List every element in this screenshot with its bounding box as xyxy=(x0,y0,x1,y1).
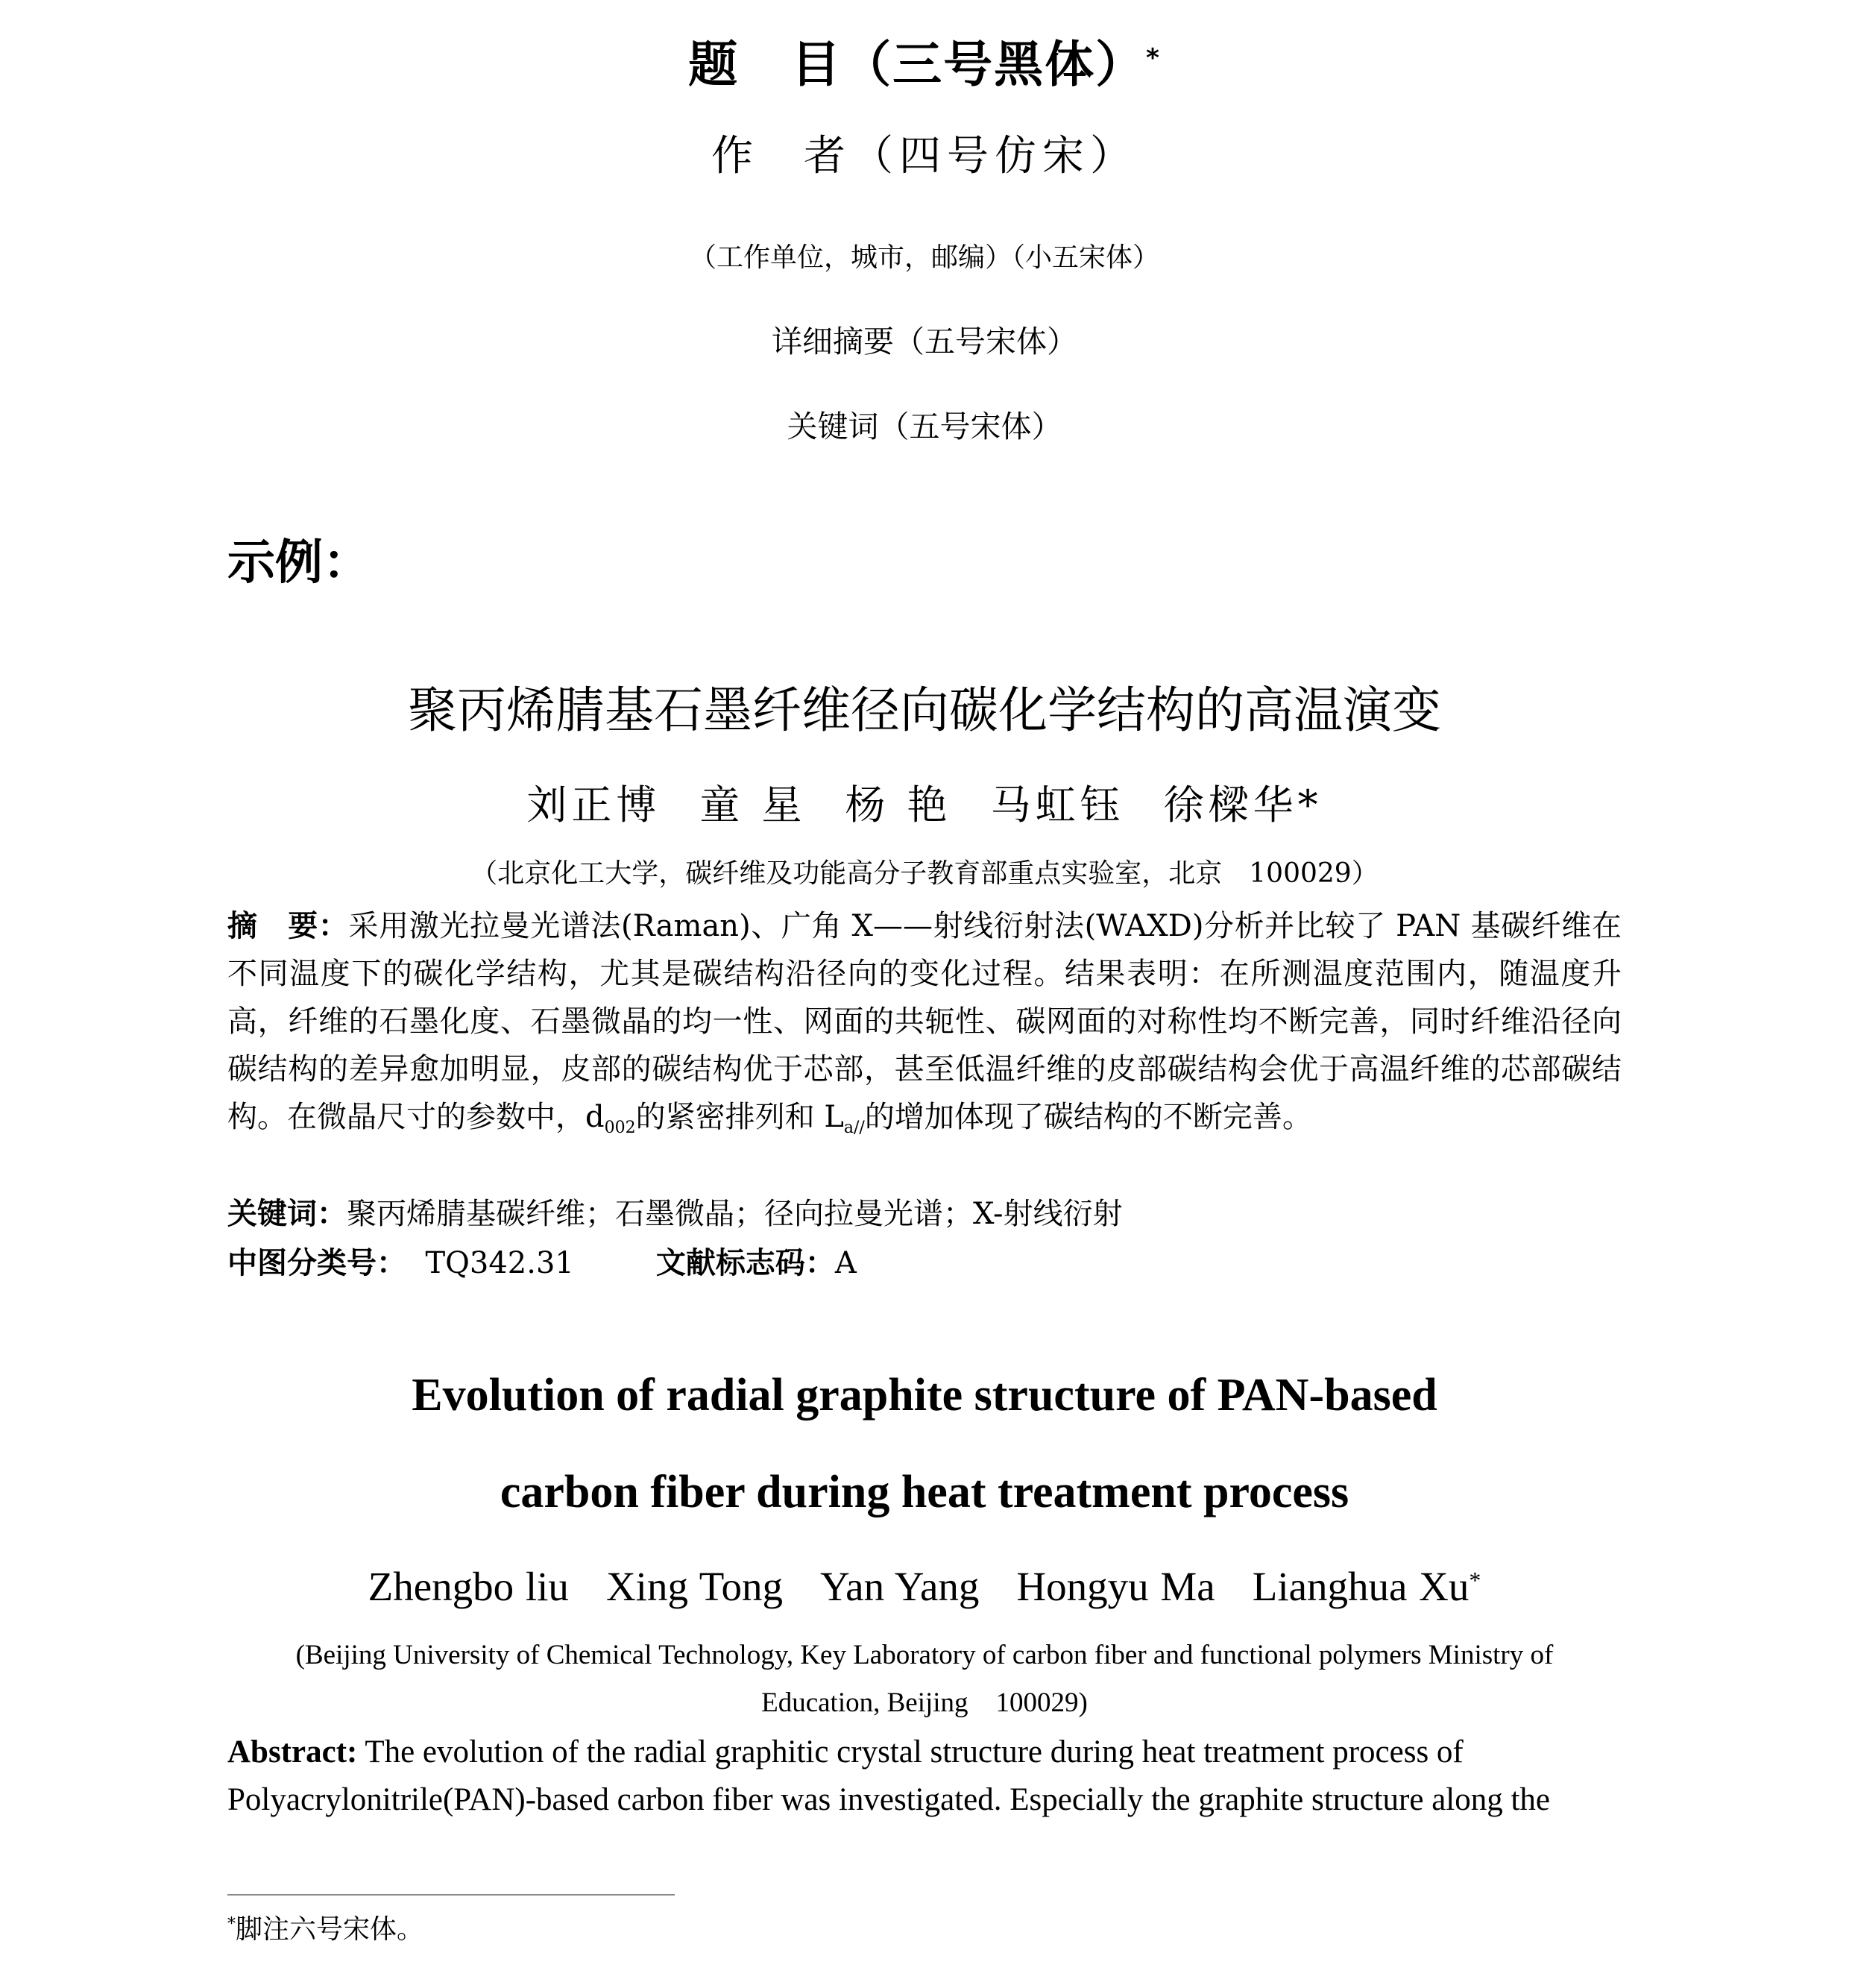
clc-label: 中图分类号： xyxy=(227,1246,406,1280)
template-title-part2: 目（三号黑体） xyxy=(791,36,1147,93)
en-author: Lianghua Xu xyxy=(1252,1564,1470,1609)
footnote xyxy=(227,1909,423,1954)
template-keywords: 关键词（五号宋体） xyxy=(787,409,1062,444)
template-title xyxy=(0,31,1849,107)
en-author-mark: * xyxy=(1469,1567,1481,1594)
template-abstract: 详细摘要（五号宋体） xyxy=(772,324,1077,359)
footnote-text: 脚注六号宋体。 xyxy=(236,1914,424,1945)
template-title-mark: * xyxy=(1146,43,1161,73)
cn-abstract-text-1: 采用激光拉曼光谱法(Raman)、广角 X——射线衍射法(WAXD)分析并比较了 PAN 基碳纤维在不同温度下的碳化学结构，尤其是碳结构沿径向的变化过程。结果表明：在所测温度范围内，随温度升高，纤维的石墨化度、石墨微晶的均一性、网面的共轭性、碳网面的对称性均不断完善，同时纤维沿径向碳结构的差异愈加明显，皮部的碳结构优于芯部，甚至低温纤维的皮部碳结构会优于高温纤维的芯部碳结构。在微晶尺寸的参数中，d xyxy=(227,909,1622,1134)
cn-author: 马虹钰 xyxy=(990,781,1125,828)
cn-paper-title: 聚丙烯腈基石墨纤维径向碳化学结构的高温演变 xyxy=(408,682,1441,739)
cn-affiliation: （北京化工大学，碳纤维及功能高分子教育部重点实验室，北京 100029） xyxy=(470,858,1379,889)
cn-author: 徐樑华* xyxy=(1163,781,1323,828)
footnote-mark: * xyxy=(227,1915,236,1934)
doc-code-label: 文献标志码： xyxy=(655,1246,835,1280)
template-affiliation: （工作单位，城市，邮编）（小五宋体） xyxy=(689,242,1159,273)
en-author-list xyxy=(0,1557,1849,1622)
cn-abstract-subscript-2: a// xyxy=(843,1119,865,1137)
en-abstract xyxy=(227,1729,1622,1824)
en-title-line-1: Evolution of radial graphite structure of PAN-based xyxy=(412,1370,1437,1421)
cn-classification xyxy=(227,1239,857,1287)
example-label: 示例： xyxy=(227,535,371,591)
cn-abstract-text-2: 的紧密排列和 L xyxy=(635,1100,844,1134)
cn-author: 刘正博 xyxy=(526,781,661,828)
cn-keywords-label: 关键词： xyxy=(227,1197,347,1231)
cn-keywords-text: 聚丙烯腈基碳纤维；石墨微晶；径向拉曼光谱；X-射线衍射 xyxy=(347,1197,1123,1231)
cn-abstract-subscript-1: 002 xyxy=(604,1119,636,1137)
en-affiliation-line-1: (Beijing University of Chemical Technology, Key Laboratory of carbon fiber and functional polymers Ministry of xyxy=(295,1640,1554,1670)
cn-abstract-label: 摘 要： xyxy=(227,909,349,943)
cn-author-list xyxy=(0,776,1849,835)
en-abstract-text: The evolution of the radial graphitic crystal structure during heat treatment process of Polyacrylonitrile(PAN)-based carbon fiber was investigated. Especially the graphite structure along the xyxy=(227,1734,1551,1817)
en-title-line-2: carbon fiber during heat treatment process xyxy=(500,1467,1349,1517)
cn-author: 杨 艳 xyxy=(845,781,952,828)
cn-abstract-text-3: 的增加体现了碳结构的不断完善。 xyxy=(864,1100,1312,1134)
en-author: Zhengbo liu xyxy=(368,1564,569,1609)
en-abstract-label: Abstract: xyxy=(227,1734,358,1770)
doc-code-value: A xyxy=(834,1246,857,1280)
clc-value: TQ342.31 xyxy=(425,1246,574,1280)
cn-keywords xyxy=(227,1190,1123,1238)
cn-author: 童 星 xyxy=(699,781,807,828)
cn-abstract xyxy=(227,902,1622,1141)
footnote-divider xyxy=(227,1894,675,1896)
en-author: Hongyu Ma xyxy=(1016,1564,1215,1609)
template-author xyxy=(0,127,1849,186)
en-author: Xing Tong xyxy=(605,1564,783,1609)
template-author-part1: 作 xyxy=(711,132,759,180)
template-author-part2: 者（四号仿宋） xyxy=(804,132,1138,180)
template-title-part1: 题 xyxy=(688,36,740,93)
en-author: Yan Yang xyxy=(819,1564,980,1609)
en-affiliation-line-2: Education, Beijing 100029) xyxy=(761,1687,1088,1718)
